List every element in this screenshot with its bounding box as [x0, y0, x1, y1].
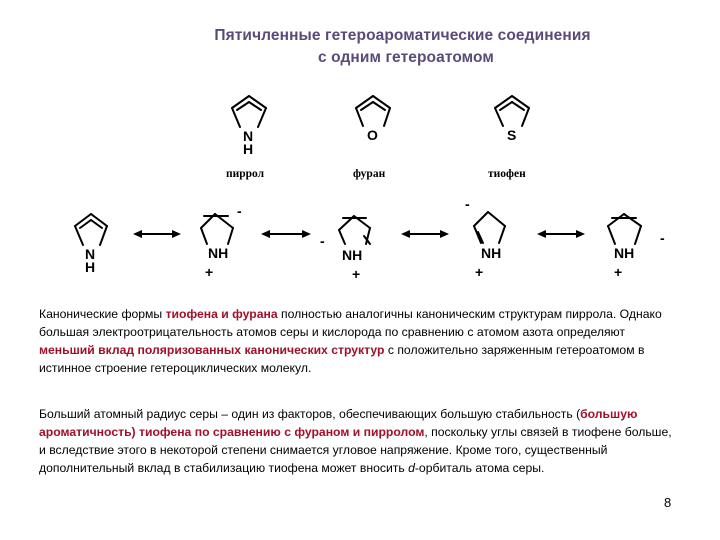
form5-plus: + [614, 264, 623, 280]
para1-emphasis-1: тиофена и фурана [165, 307, 278, 321]
paragraph-canonical-forms [39, 305, 679, 377]
form5-minus: - [660, 230, 665, 246]
furan-label: фуран [353, 168, 386, 180]
form4-minus: - [465, 196, 470, 212]
para2-d-orbital: d [408, 461, 415, 475]
para2-text-1: Больший атомный радиус серы – один из факторов, обеспечивающих большую стабильность ( [39, 407, 581, 421]
slide-title-line2: с одним гетероатомом [318, 49, 494, 66]
form5-nh-atom: NH [614, 245, 635, 261]
resonance-form-1 [75, 214, 107, 245]
pyrrole-n-atom: N [243, 128, 254, 144]
pyrrole-structure [232, 96, 266, 127]
thiophene-s-atom: S [507, 127, 517, 143]
para2-text-2: , поскольку углы связей в тиофене больше, и вследствие этого в некоторой степени снимается угловое напряжение. Кроме того, существенный дополнительный вклад в стабилизацию тиофена может вносить [39, 425, 672, 475]
thiophene-structure [495, 96, 529, 126]
form2-nh-atom: NH [208, 245, 229, 261]
pyrrole-h-atom: H [243, 141, 254, 157]
para2-emphasis-1: большую ароматичность) тиофена по сравнению с фураном и пирролом [39, 407, 638, 439]
thiophene-label: тиофен [488, 168, 526, 180]
para1-emphasis-2: меньший вклад поляризованных канонических структур [39, 343, 385, 357]
resonance-form-2 [201, 214, 233, 244]
para1-text-2: полностью аналогичны каноническим структурам пиррола. Однако большая электроотрицательность атомов серы и кислорода по сравнению с атомом азота определяют [39, 307, 662, 339]
paragraph-sulfur-radius [39, 405, 679, 477]
resonance-form-5 [608, 214, 641, 244]
resonance-form-3 [339, 216, 370, 244]
resonance-form-4 [474, 212, 505, 243]
form3-nh-atom: NH [342, 247, 363, 263]
pyrrole-label: пиррол [226, 168, 265, 180]
form4-nh-atom: NH [481, 245, 502, 261]
page-number: 8 [664, 495, 672, 510]
furan-structure [356, 96, 390, 126]
para1-text-3: с положительно заряженным гетероатомом в истинное строение гетероциклических молекул. [39, 343, 645, 375]
form3-minus: - [320, 233, 325, 249]
para2-text-3: -орбиталь атома серы. [414, 461, 545, 475]
form2-plus: + [205, 264, 214, 280]
form1-n-atom: N [85, 246, 96, 262]
form1-h-atom: H [85, 259, 96, 275]
form3-plus: + [352, 266, 361, 282]
slide-title-line1: Пятичленные гетероароматические соединения [214, 27, 591, 44]
form2-minus: - [237, 203, 242, 219]
form4-plus: + [475, 264, 484, 280]
para1-text-1: Канонические формы [39, 307, 166, 321]
furan-o-atom: O [367, 127, 378, 143]
